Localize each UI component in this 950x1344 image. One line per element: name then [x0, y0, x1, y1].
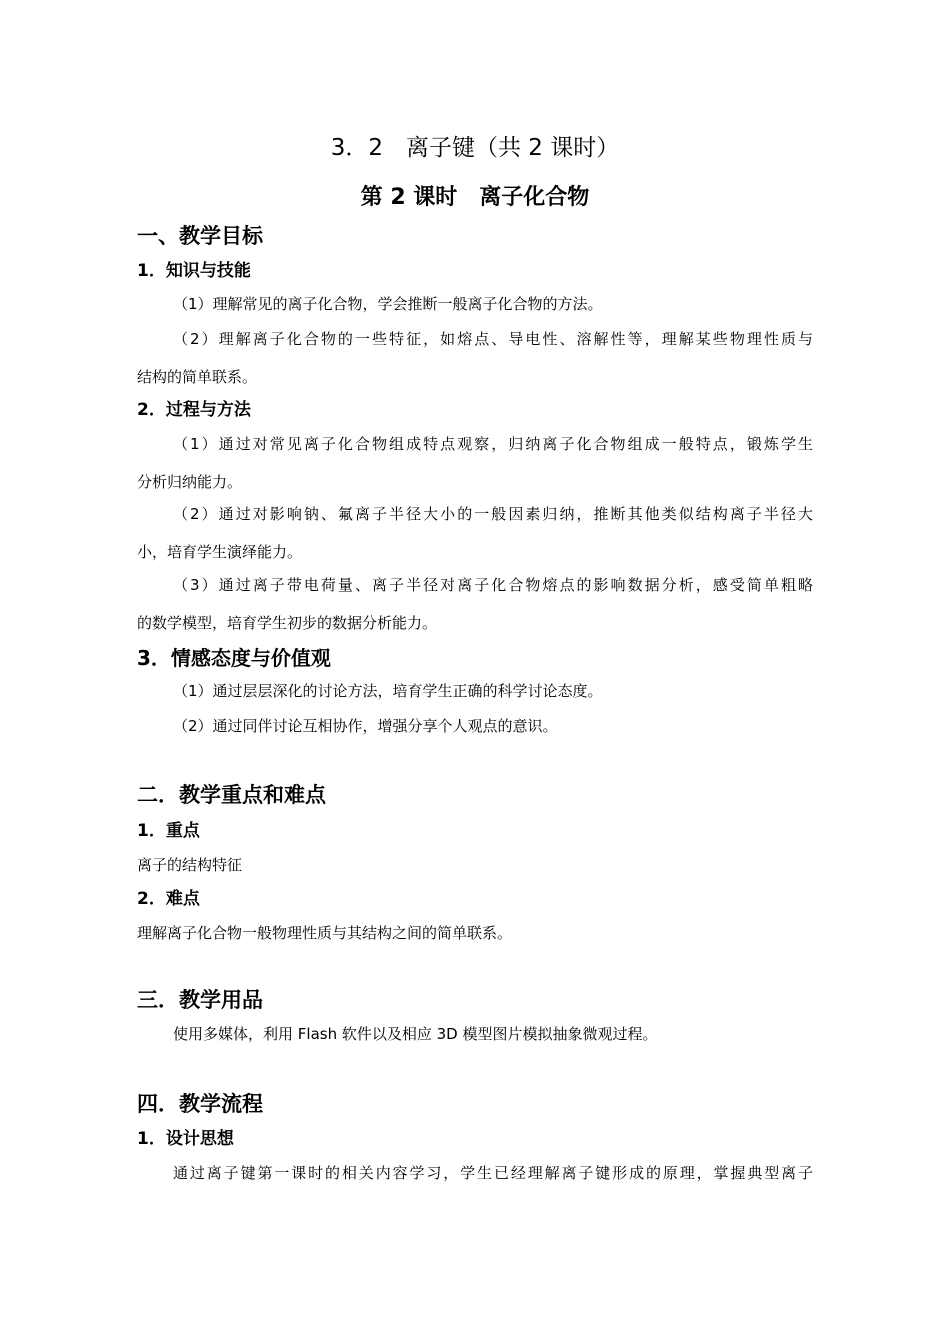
paragraph: 的数学模型，培育学生初步的数据分析能力。 — [137, 614, 438, 632]
subheading-attitude-values: 3．情感态度与价值观 — [137, 646, 331, 670]
paragraph: （1）通过对常见离子化合物组成特点观察，归纳离子化合物组成一般特点，锻炼学生 — [173, 435, 813, 453]
paragraph: （3）通过离子带电荷量、离子半径对离子化合物熔点的影响数据分析，感受简单粗略 — [173, 576, 813, 594]
document-title: 3．2 离子键（共 2 课时） — [330, 135, 620, 161]
paragraph: 离子的结构特征 — [137, 856, 243, 874]
paragraph: 理解离子化合物一般物理性质与其结构之间的简单联系。 — [137, 924, 513, 942]
subheading-knowledge-skills: 1．知识与技能 — [137, 261, 251, 281]
section-heading-key-points: 二．教学重点和难点 — [137, 783, 326, 807]
section-heading-objectives: 一、教学目标 — [137, 224, 263, 248]
paragraph: 结构的简单联系。 — [137, 368, 258, 386]
section-heading-materials: 三．教学用品 — [137, 988, 263, 1012]
paragraph: （2）理解离子化合物的一些特征，如熔点、导电性、溶解性等，理解某些物理性质与 — [173, 330, 813, 348]
paragraph: 通过离子键第一课时的相关内容学习，学生已经理解离子键形成的原理，掌握典型离子 — [173, 1164, 813, 1182]
paragraph: （2）通过对影响钠、氟离子半径大小的一般因素归纳，推断其他类似结构离子半径大 — [173, 505, 813, 523]
paragraph: 分析归纳能力。 — [137, 473, 243, 491]
paragraph: （1）理解常见的离子化合物，学会推断一般离子化合物的方法。 — [173, 295, 603, 313]
paragraph: 使用多媒体，利用 Flash 软件以及相应 3D 模型图片模拟抽象微观过程。 — [173, 1025, 658, 1043]
document-subtitle: 第 2 课时 离子化合物 — [360, 185, 590, 210]
section-heading-flow: 四．教学流程 — [137, 1092, 263, 1116]
subheading-process-method: 2．过程与方法 — [137, 400, 251, 420]
subheading-key-point: 1．重点 — [137, 821, 200, 841]
paragraph: 小，培育学生演绎能力。 — [137, 543, 303, 561]
subheading-design-idea: 1．设计思想 — [137, 1129, 234, 1149]
paragraph: （2）通过同伴讨论互相协作，增强分享个人观点的意识。 — [173, 717, 558, 735]
paragraph: （1）通过层层深化的讨论方法，培育学生正确的科学讨论态度。 — [173, 682, 603, 700]
subheading-difficult-point: 2．难点 — [137, 889, 200, 909]
